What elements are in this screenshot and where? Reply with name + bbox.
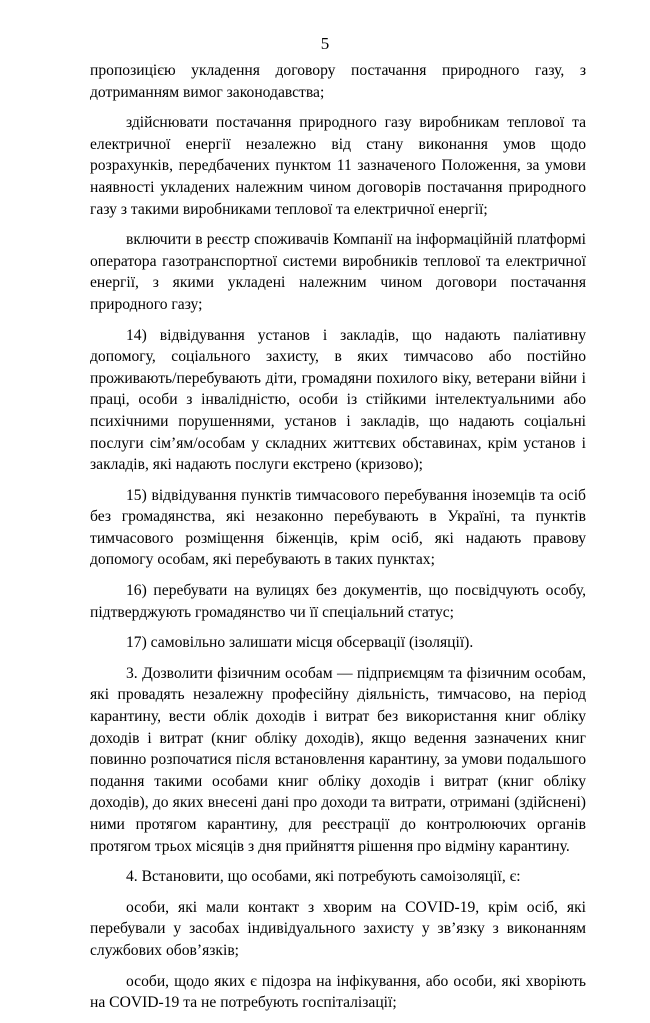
paragraph-section-3: 3. Дозволити фізичним особам — підприємцям та фізичним особам, які провадять незалежну професійну діяльність, тимчасово, на період карантину, вести облік доходів і витрат без використання книг обліку доходів і витрат (книг обліку доходів), якщо ведення зазначених книг повинно розпочатися після встановлення карантину, за умови подальшого подання такими особами книг обліку доходів і витрат (книг обліку доходів), до яких внесені дані про доходи та витрати, отримані (здійснені) ними протягом карантину, для реєстрації до контролюючих органів протягом трьох місяців з дня прийняття рішення про відміну карантину.: [90, 664, 586, 855]
paragraph-continuation: пропозицією укладення договору постачання природного газу, з дотриманням вимог законодавства;: [90, 62, 586, 101]
paragraph-gas-supply-producers: здійснювати постачання природного газу виробникам теплової та електричної енергії незалежно від стану виконання умов щодо розрахунків, передбачених пунктом 11 зазначеного Положення, за умови наявності укладених належним чином договорів постачання природного газу з такими виробниками теплової та електричної енергії;: [90, 114, 586, 218]
page-number: 5: [320, 34, 330, 53]
document-body: [90, 60, 586, 1023]
paragraph-consumer-registry: включити в реєстр споживачів Компанії на інформаційній платформі оператора газотранспортної системи виробників теплової та електричної енергії, з якими укладені належним чином договори постачання природного газу;: [90, 231, 586, 313]
paragraph-suspected-infection: особи, щодо яких є підозра на інфікування, або особи, які хворіють на COVID-19 та не потребують госпіталізації;: [90, 972, 586, 1012]
paragraph-item-14: 14) відвідування установ і закладів, що надають паліативну допомогу, соціального захисту, в яких тимчасово або постійно проживають/перебувають діти, громадяни похилого віку, ветерани війни і праці, особи з інвалідністю, особи із стійкими інтелектуальними або психічними порушеннями, установ і закладів, що надають соціальні послуги сім’ям/особам у складних життєвих обставинах, крім установ і закладів, які надають послуги екстрено (кризово);: [90, 326, 586, 474]
paragraph-item-16: 16) перебувати на вулицях без документів, що посвідчують особу, підтверджують громадянство чи її спеціальний статус;: [90, 582, 586, 621]
paragraph-contact-persons: особи, які мали контакт з хворим на COVID-19, крім осіб, які перебували у засобах індивідуального захисту у зв’язку з виконанням службових обов’язків;: [90, 898, 586, 959]
paragraph-section-4: 4. Встановити, що особами, які потребують самоізоляції, є:: [126, 868, 521, 886]
paragraph-item-15: 15) відвідування пунктів тимчасового перебування іноземців та осіб без громадянства, які незаконно перебувають в Україні, та пунктів тимчасового розміщення біженців, крім осіб, які надають правову допомогу особам, які перебувають в таких пунктах;: [90, 486, 586, 569]
paragraph-item-17: 17) самовільно залишати місця обсервації (ізоляції).: [126, 634, 474, 652]
